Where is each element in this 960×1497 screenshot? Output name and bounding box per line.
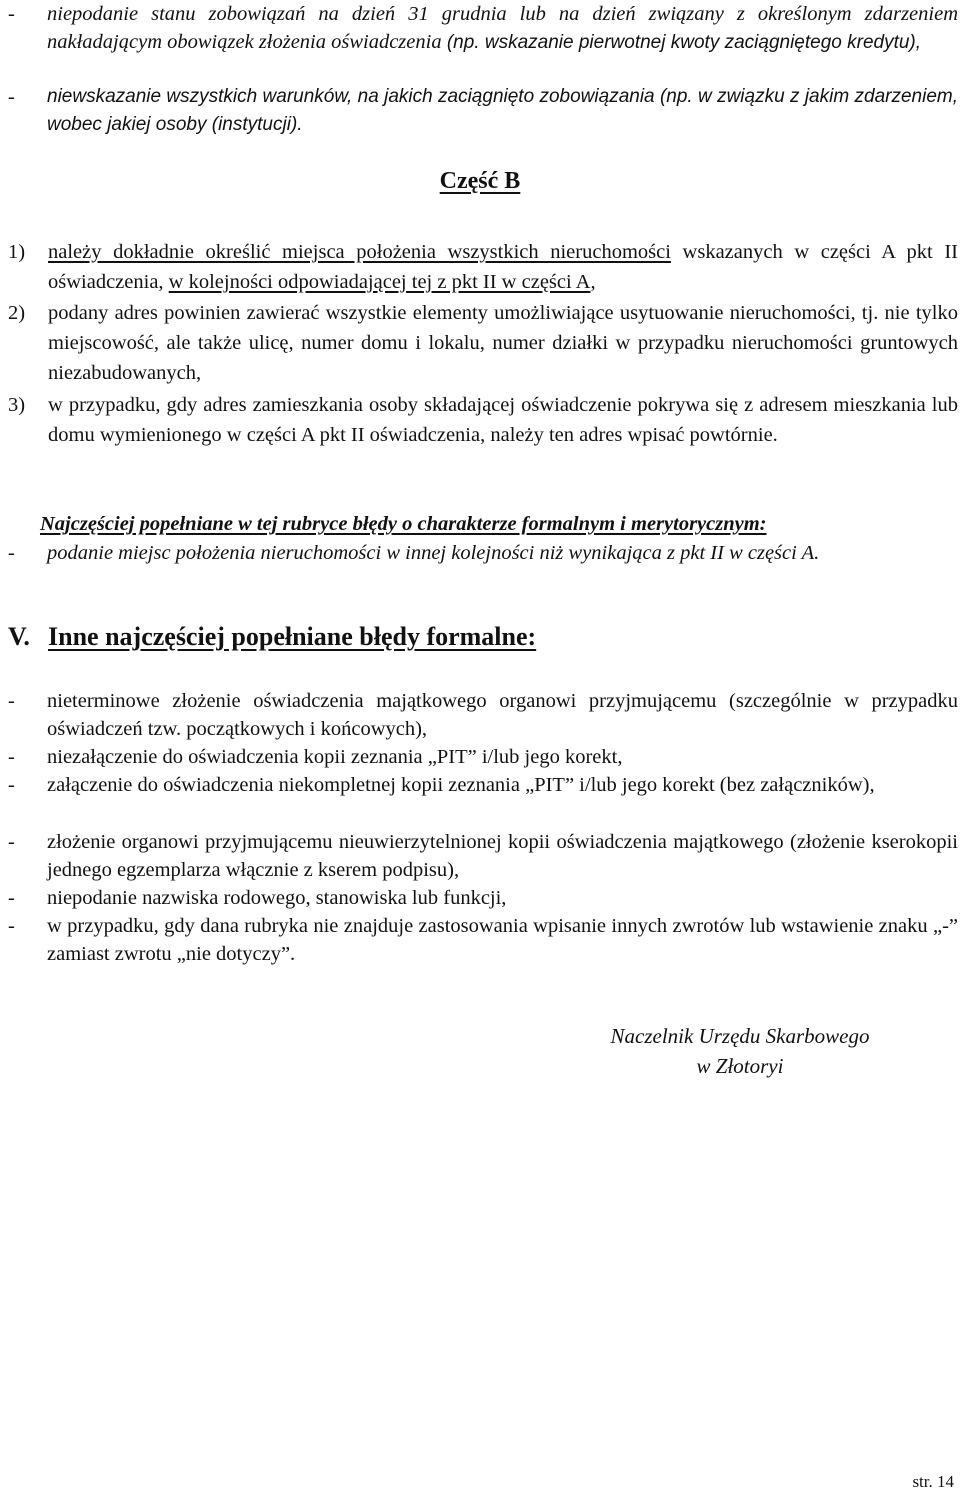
list-item xyxy=(8,0,958,57)
list-item xyxy=(8,771,958,799)
list-marker: - xyxy=(8,831,15,853)
list-item-small-text: (np. wskazanie pierwotnej kwoty zaciągniętego kredytu), xyxy=(441,32,922,53)
numbered-item xyxy=(8,237,958,297)
list-marker: - xyxy=(8,746,15,768)
item-number: 1) xyxy=(8,241,26,263)
list-marker: - xyxy=(8,887,15,909)
part-b-heading: Część B xyxy=(439,168,521,194)
section-title: Inne najczęściej popełniane błędy formalne: xyxy=(48,622,537,651)
list-item xyxy=(8,743,958,771)
list-marker: - xyxy=(8,3,15,25)
list-item-text: załączenie do oświadczenia niekompletnej kopii zeznania „PIT” i/lub jego korekt (bez załączników), xyxy=(47,774,875,796)
list-marker: - xyxy=(8,774,15,796)
list-item-text: niezałączenie do oświadczenia kopii zeznania „PIT” i/lub jego korekt, xyxy=(47,746,623,768)
list-marker: - xyxy=(8,86,15,108)
section-v-heading xyxy=(8,622,536,652)
list-marker: - xyxy=(8,542,15,564)
list-marker: - xyxy=(8,915,15,937)
list-item-text: niepodanie stanu zobowiązań na dzień 31 grudnia lub na dzień związany z określonym zdarzeniem nakładającym obowiązek złożenia oświadczenia (np. wskazanie pierwotnej kwoty zaciągniętego kredytu), xyxy=(47,3,958,53)
list-item-text: nieterminowe złożenie oświadczenia majątkowego organowi przyjmującemu (szczególnie w przypadku oświadczeń tzw. początkowych i końcowych), xyxy=(47,690,958,740)
errors-heading: Najczęściej popełniane w tej rubryce błędy o charakterze formalnym i merytorycznym: xyxy=(40,513,767,535)
signature-line: w Złotoryi xyxy=(696,1054,784,1078)
item-number: 2) xyxy=(8,302,26,324)
item-text: podany adres powinien zawierać wszystkie elementy umożliwiające usytuowanie nieruchomości, tj. nie tylko miejscowość, ale także ulicę, numer domu i lokalu, numer działki w przypadku nieruchomości gruntowych niezabudowanych, xyxy=(48,302,958,384)
list-item xyxy=(8,538,958,568)
list-item xyxy=(8,83,958,139)
signature-line: Naczelnik Urzędu Skarbowego xyxy=(610,1024,870,1048)
list-item xyxy=(8,912,958,968)
item-text: należy dokładnie określić miejsca położenia wszystkich nieruchomości wskazanych w części A pkt II oświadczenia, w kolejności odpowiadającej tej z pkt II w części A, xyxy=(48,241,958,293)
list-item-text: podanie miejsc położenia nieruchomości w innej kolejności niż wynikająca z pkt II w części A. xyxy=(47,542,820,564)
list-item xyxy=(8,687,958,743)
page-number: str. 14 xyxy=(912,1472,954,1491)
item-text: w przypadku, gdy adres zamieszkania osoby składającej oświadczenie pokrywa się z adresem mieszkania lub domu wymienionego w części A pkt II oświadczenia, należy ten adres wpisać powtórnie. xyxy=(48,394,958,446)
list-item-text: w przypadku, gdy dana rubryka nie znajduje zastosowania wpisanie innych zwrotów lub wstawienie znaku „-” zamiast zwrotu „nie dotyczy”. xyxy=(47,915,958,965)
list-item xyxy=(8,828,958,884)
section-number: V. xyxy=(8,622,30,651)
list-marker: - xyxy=(8,690,15,712)
list-item-text: złożenie organowi przyjmującemu nieuwierzytelnionej kopii oświadczenia majątkowego (złożenie kserokopii jednego egzemplarza włącznie z kserem podpisu), xyxy=(47,831,958,881)
item-number: 3) xyxy=(8,394,26,416)
list-item xyxy=(8,884,958,912)
numbered-item xyxy=(8,390,958,450)
signature-block xyxy=(560,1021,920,1081)
numbered-item xyxy=(8,298,958,388)
list-item-text: niepodanie nazwiska rodowego, stanowiska lub funkcji, xyxy=(47,887,507,909)
list-item-text: niewskazanie wszystkich warunków, na jakich zaciągnięto zobowiązania (np. w związku z jakim zdarzeniem, wobec jakiej osoby (instytucji). xyxy=(47,86,958,135)
